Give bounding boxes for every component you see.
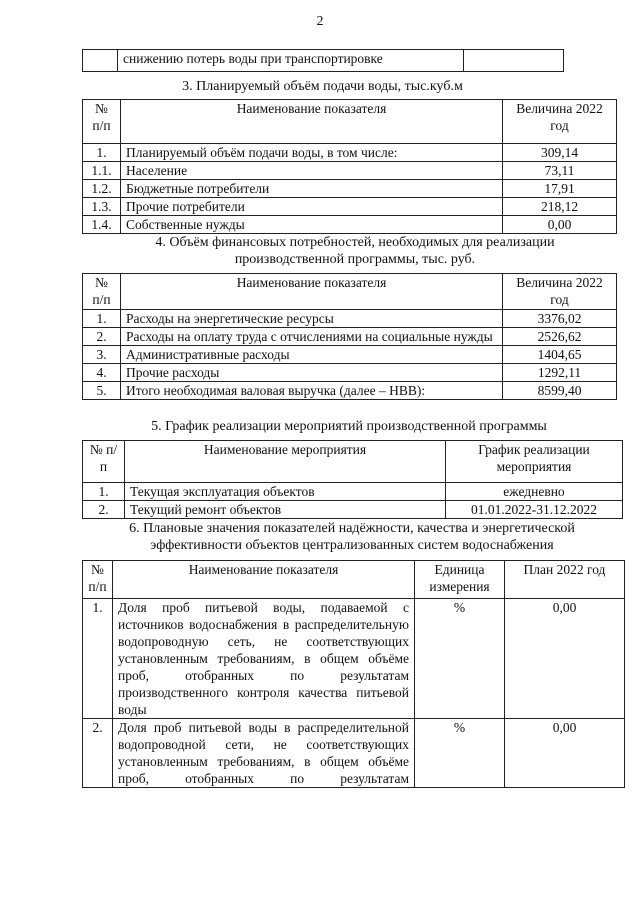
row-name: Административные расходы <box>121 346 503 364</box>
section6-table <box>82 560 625 788</box>
header-plan: План 2022 год <box>505 561 625 599</box>
row-schedule: 01.01.2022-31.12.2022 <box>446 501 623 519</box>
section3-title: 3. Планируемый объём подачи воды, тыс.куб.м <box>182 79 463 94</box>
row-value: 1292,11 <box>503 364 617 382</box>
section3-table <box>82 99 617 234</box>
row-num: 2. <box>83 719 113 788</box>
row-name: Собственные нужды <box>121 216 503 234</box>
section6-title: 6. Плановые значения показателей надёжности, качества и энергетической эффективности объектов централизованных систем водоснабжения <box>129 521 575 553</box>
row-num: 1.1. <box>83 162 121 180</box>
header-name: Наименование показателя <box>121 274 503 310</box>
section5-table <box>82 440 623 519</box>
table-row <box>83 216 617 234</box>
header-num: № п/п <box>83 274 121 310</box>
top-text-cell: снижению потерь воды при транспортировке <box>118 50 464 72</box>
row-name: Прочие расходы <box>121 364 503 382</box>
table-row <box>83 382 617 400</box>
row-value: 2526,62 <box>503 328 617 346</box>
row-num: 3. <box>83 346 121 364</box>
row-name: Итого необходимая валовая выручка (далее – НВВ): <box>121 382 503 400</box>
table-row <box>83 328 617 346</box>
section4-title: 4. Объём финансовых потребностей, необходимых для реализации производственной программы, тыс. руб. <box>155 235 555 267</box>
row-name: Расходы на оплату труда с отчислениями на социальные нужды <box>121 328 503 346</box>
row-num: 1. <box>83 599 113 719</box>
row-num: 1. <box>83 483 125 501</box>
row-value: 8599,40 <box>503 382 617 400</box>
row-name: Доля проб питьевой воды в распределительной водопроводной сети, не соответствующих установленным требованиям, в общем объёме проб, отобранных по результатам <box>113 719 415 788</box>
row-value: 3376,02 <box>503 310 617 328</box>
top-value-cell <box>464 50 564 72</box>
page-number: 2 <box>316 14 324 29</box>
row-name: Бюджетные потребители <box>121 180 503 198</box>
top-num-cell <box>83 50 118 72</box>
table-row <box>83 364 617 382</box>
table-row <box>83 501 623 519</box>
header-name: Наименование показателя <box>113 561 415 599</box>
table-row <box>83 162 617 180</box>
table-row <box>83 599 625 719</box>
row-num: 1.4. <box>83 216 121 234</box>
row-name: Расходы на энергетические ресурсы <box>121 310 503 328</box>
row-name: Прочие потребители <box>121 198 503 216</box>
row-num: 2. <box>83 328 121 346</box>
header-value: Величина 2022 год <box>503 100 617 144</box>
table-row <box>83 483 623 501</box>
row-num: 1.3. <box>83 198 121 216</box>
row-value: 309,14 <box>503 144 617 162</box>
row-value: 17,91 <box>503 180 617 198</box>
row-num: 1. <box>83 310 121 328</box>
table-row <box>83 180 617 198</box>
row-name: Текущий ремонт объектов <box>125 501 446 519</box>
row-value: 73,11 <box>503 162 617 180</box>
table-row <box>83 310 617 328</box>
header-unit: Единица измерения <box>415 561 505 599</box>
row-num: 1.2. <box>83 180 121 198</box>
top-continuation-table <box>82 49 564 72</box>
row-num: 5. <box>83 382 121 400</box>
row-plan: 0,00 <box>505 719 625 788</box>
row-name: Доля проб питьевой воды, подаваемой с источников водоснабжения в распределительную водопроводную сеть, не соответствующих установленным требованиям, в общем объёме проб, отобранных по результатам производственного контроля качества питьевой воды <box>113 599 415 719</box>
row-value: 218,12 <box>503 198 617 216</box>
header-schedule: График реализации мероприятия <box>446 441 623 483</box>
table-row <box>83 719 625 788</box>
row-value: 0,00 <box>503 216 617 234</box>
table-row <box>83 144 617 162</box>
row-plan: 0,00 <box>505 599 625 719</box>
table-row <box>83 346 617 364</box>
header-num: № п/п <box>83 100 121 144</box>
row-name: Планируемый объём подачи воды, в том числе: <box>121 144 503 162</box>
section4-table <box>82 273 617 400</box>
row-num: 1. <box>83 144 121 162</box>
row-num: 4. <box>83 364 121 382</box>
row-value: 1404,65 <box>503 346 617 364</box>
header-name: Наименование показателя <box>121 100 503 144</box>
row-schedule: ежедневно <box>446 483 623 501</box>
header-name: Наименование мероприятия <box>125 441 446 483</box>
header-value: Величина 2022 год <box>503 274 617 310</box>
row-name: Население <box>121 162 503 180</box>
row-num: 2. <box>83 501 125 519</box>
section5-title: 5. График реализации мероприятий производственной программы <box>151 419 547 434</box>
header-num: № п/п <box>83 441 125 483</box>
row-name: Текущая эксплуатация объектов <box>125 483 446 501</box>
table-row <box>83 198 617 216</box>
row-unit: % <box>415 719 505 788</box>
row-unit: % <box>415 599 505 719</box>
header-num: № п/п <box>83 561 113 599</box>
